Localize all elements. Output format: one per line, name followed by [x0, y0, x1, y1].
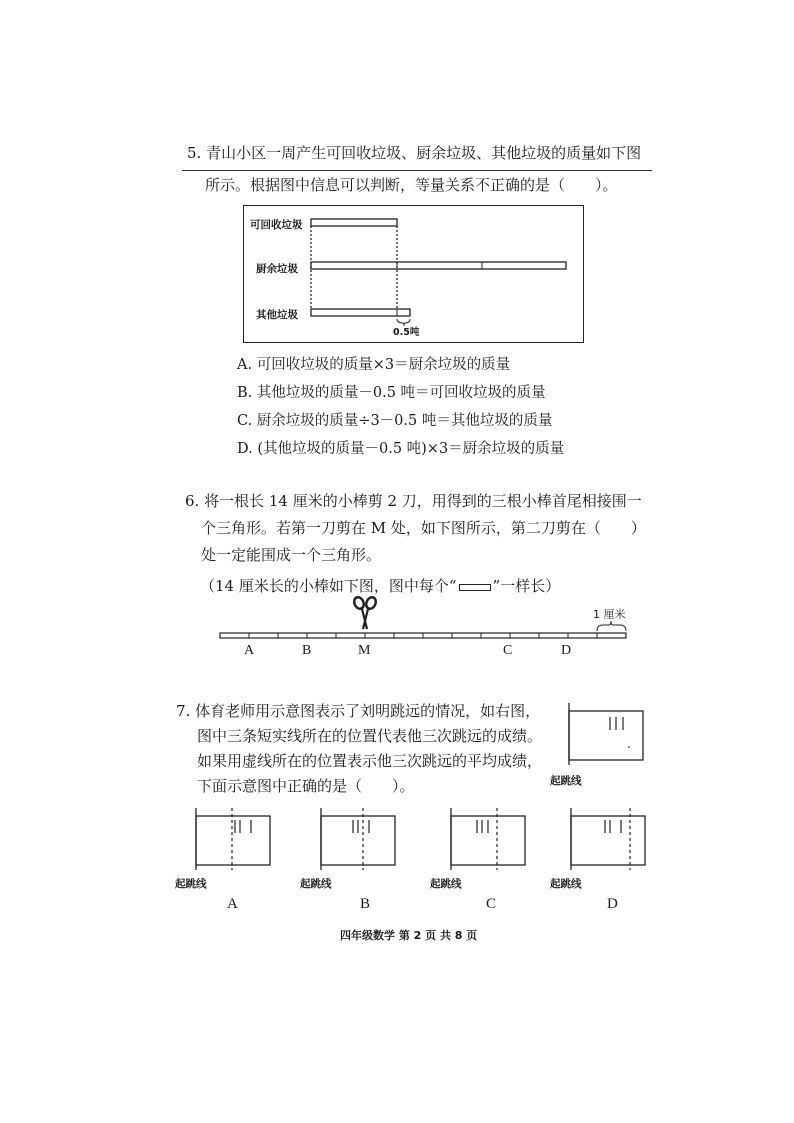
label-other: 其他垃圾 — [256, 309, 298, 321]
q6-line1: 6. 将一根长 14 厘米的小棒剪 2 刀，用得到的三根小棒首尾相接围一 — [185, 492, 642, 510]
choice-a-label: A — [227, 896, 238, 912]
q6-line4-end: ”一样长） — [492, 577, 561, 595]
q7-diagram-b — [305, 808, 395, 878]
bar-diagram-graphic — [244, 206, 583, 342]
q7-diagram-d — [555, 808, 645, 878]
scissors-icon — [352, 596, 377, 629]
label-half-ton: 0.5吨 — [393, 327, 420, 338]
q6-line3: 处一定能围成一个三角形。 — [201, 546, 382, 564]
q7-diagram-a — [180, 808, 270, 878]
q5-option-a: A. 可回收垃圾的质量×3＝厨余垃圾的质量 — [237, 357, 511, 373]
q7-line1: 7. 体育老师用示意图表示了刘明跳远的情况，如右图， — [176, 702, 541, 720]
start-line-label-c: 起跳线 — [430, 878, 462, 890]
q7-diagram-c — [435, 808, 525, 878]
q5-option-d: D. (其他垃圾的质量－0.5 吨)×3＝厨余垃圾的质量 — [237, 441, 565, 457]
q6-line4-start: （14 厘米长的小棒如下图，图中每个“ — [200, 577, 457, 595]
point-d: D — [561, 643, 572, 658]
label-recyclable: 可回收垃圾 — [250, 219, 303, 231]
q6-line2: 个三角形。若第一刀剪在 M 处，如下图所示，第二刀剪在（ ） — [201, 519, 646, 537]
brace-1cm — [597, 621, 626, 631]
start-line-label-a: 起跳线 — [175, 878, 207, 890]
bar-other — [311, 309, 410, 316]
point-a: A — [244, 643, 255, 658]
choice-c-label: C — [486, 896, 497, 912]
bar-recyclable — [311, 219, 397, 226]
q5-line1: 5. 青山小区一周产生可回收垃圾、厨余垃圾、其他垃圾的质量如下图 — [187, 144, 642, 162]
point-c: C — [503, 643, 513, 658]
q7-reference-diagram — [565, 703, 655, 773]
choice-d-label: D — [607, 896, 618, 912]
label-kitchen: 厨余垃圾 — [256, 263, 298, 275]
choice-b-label: B — [360, 896, 371, 912]
q5-line2: 所示。根据图中信息可以判断，等量关系不正确的是（ ）。 — [205, 176, 618, 194]
stick-diagram — [0, 595, 794, 675]
page-footer: 四年级数学 第 2 页 共 8 页 — [340, 929, 478, 942]
q5-bar-diagram — [243, 205, 584, 343]
q5-option-c: C. 厨余垃圾的质量÷3－0.5 吨＝其他垃圾的质量 — [237, 413, 553, 429]
start-line-label-b: 起跳线 — [300, 878, 332, 890]
sandpit — [569, 711, 643, 760]
unit-segment-icon — [459, 584, 491, 591]
start-line-label-ref: 起跳线 — [550, 775, 582, 787]
q7-line2: 图中三条短实线所在的位置代表他三次跳远的成绩。 — [197, 727, 543, 745]
q7-line4: 下面示意图中正确的是（ ）。 — [197, 777, 415, 795]
start-line-label-d: 起跳线 — [550, 878, 582, 890]
q5-option-b: B. 其他垃圾的质量－0.5 吨＝可回收垃圾的质量 — [237, 385, 546, 401]
q7-line3: 如果用虚线所在的位置表示他三次跳远的平均成绩， — [197, 752, 543, 770]
q6-line4 — [200, 577, 560, 595]
q5-underline — [182, 170, 652, 171]
bar-kitchen — [311, 262, 566, 269]
unit-label: 1 厘米 — [593, 608, 626, 621]
point-b: B — [302, 643, 312, 658]
point-m: M — [358, 643, 371, 658]
